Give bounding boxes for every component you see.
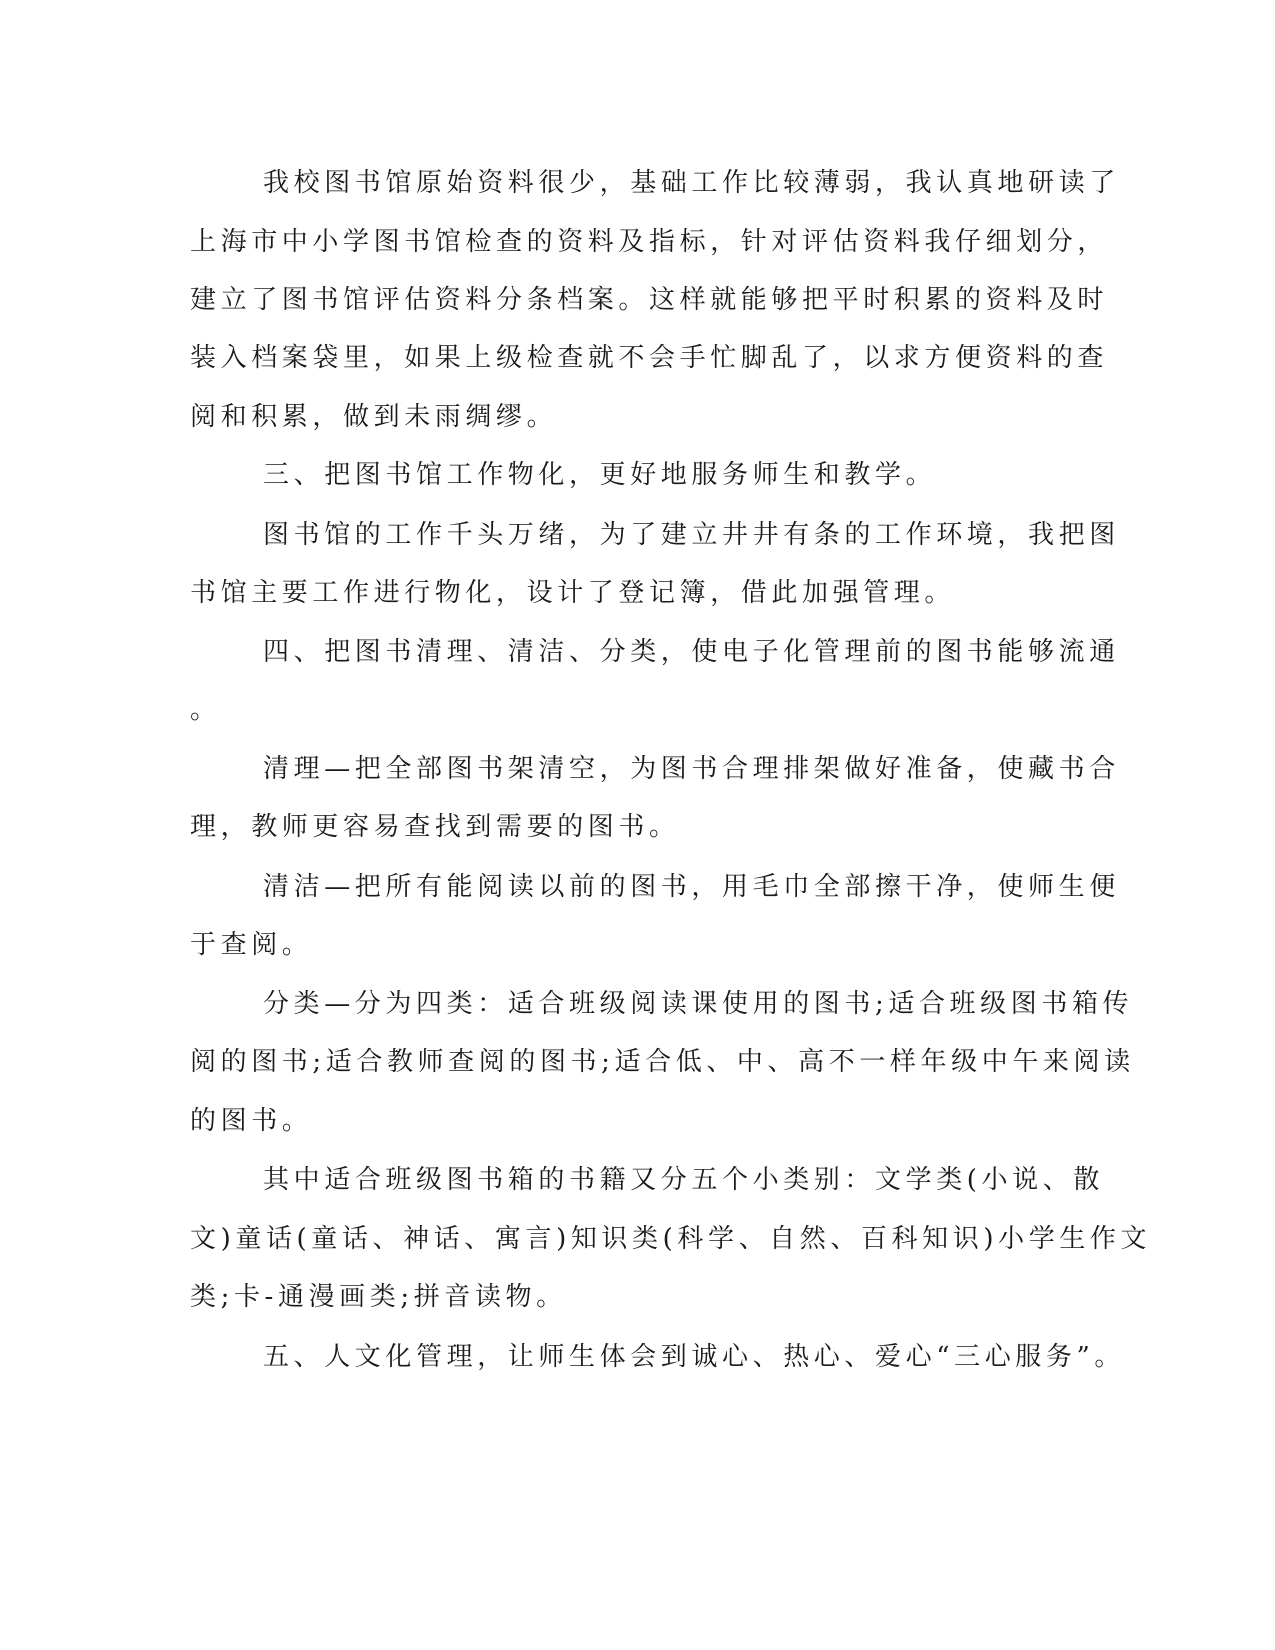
text-line: 的图书。 — [190, 1106, 313, 1136]
section-heading: 五、人文化管理，让师生体会到诚心、热心、爱心“三心服务”。 — [263, 1342, 1125, 1372]
text-line: 其中适合班级图书箱的书籍又分五个小类别：文学类(小说、散 — [263, 1165, 1104, 1195]
text-line: 阅的图书;适合教师查阅的图书;适合低、中、高不一样年级中午来阅读 — [190, 1047, 1135, 1077]
text-line: 书馆主要工作进行物化，设计了登记簿，借此加强管理。 — [190, 578, 956, 608]
text-line: 我校图书馆原始资料很少，基础工作比较薄弱，我认真地研读了 — [263, 168, 1120, 198]
text-line: 阅和积累，做到未雨绸缪。 — [190, 402, 558, 432]
text-line: 于查阅。 — [190, 930, 313, 960]
text-line: 上海市中小学图书馆检查的资料及指标，针对评估资料我仔细划分， — [190, 227, 1109, 257]
text-line: 分类—分为四类：适合班级阅读课使用的图书;适合班级图书箱传 — [263, 989, 1134, 1019]
text-line: 类;卡-通漫画类;拼音读物。 — [190, 1282, 567, 1312]
section-heading: 三、把图书馆工作物化，更好地服务师生和教学。 — [263, 460, 937, 490]
text-line: 图书馆的工作千头万绪，为了建立井井有条的工作环境，我把图 — [263, 520, 1120, 550]
text-line: 。 — [190, 695, 221, 725]
text-line: 文)童话(童话、神话、寓言)知识类(科学、自然、百科知识)小学生作文 — [190, 1224, 1152, 1254]
text-line: 清洁—把所有能阅读以前的图书，用毛巾全部擦干净，使师生便 — [263, 872, 1120, 902]
text-line: 建立了图书馆评估资料分条档案。这样就能够把平时积累的资料及时 — [190, 285, 1109, 315]
text-line: 理，教师更容易查找到需要的图书。 — [190, 812, 680, 842]
text-line: 装入档案袋里，如果上级检查就不会手忙脚乱了，以求方便资料的查 — [190, 343, 1109, 373]
section-heading: 四、把图书清理、清洁、分类，使电子化管理前的图书能够流通 — [263, 637, 1120, 667]
text-line: 清理—把全部图书架清空，为图书合理排架做好准备，使藏书合 — [263, 754, 1120, 784]
